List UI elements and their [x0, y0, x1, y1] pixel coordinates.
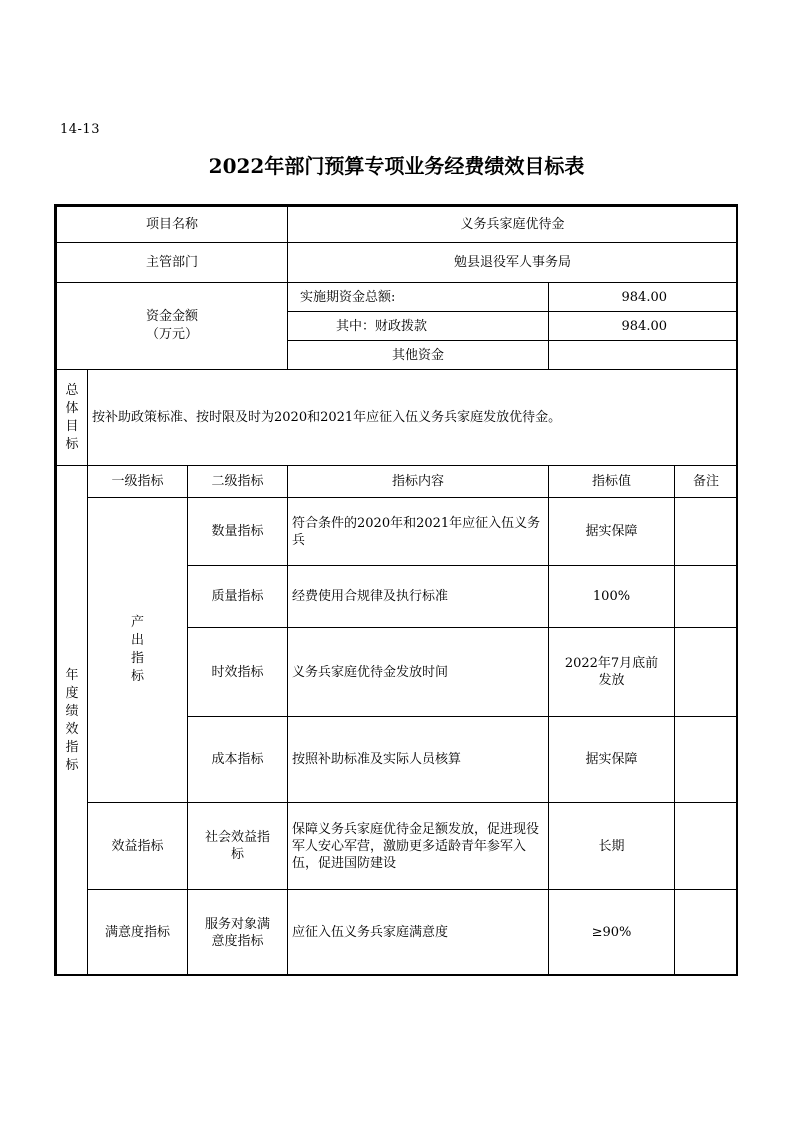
overall-goal-char: 标 — [65, 436, 79, 452]
header-note: 备注 — [674, 465, 738, 498]
satisfaction-value: ≥90% — [548, 889, 675, 976]
benefit-level1: 效益指标 — [87, 802, 188, 890]
output-row-note — [674, 565, 738, 628]
annual-label-char: 指 — [65, 739, 79, 755]
annual-label-char: 度 — [65, 685, 79, 701]
output-label-char: 出 — [130, 633, 144, 648]
annual-indicators-label — [56, 465, 88, 976]
benefit-level2: 社会效益指标 — [187, 802, 288, 890]
overall-goal-char: 体 — [65, 400, 79, 416]
funds-other-label: 其他资金 — [287, 340, 549, 370]
output-row-note — [674, 497, 738, 566]
overall-goal-char: 总 — [65, 382, 79, 398]
output-row-value: 据实保障 — [548, 497, 675, 566]
department-value: 勉县退役军人事务局 — [287, 242, 738, 283]
satisfaction-level2: 服务对象满意度指标 — [187, 889, 288, 976]
funds-label-line2: （万元） — [145, 327, 198, 342]
header-level2: 二级指标 — [187, 465, 288, 498]
page-id: 14-13 — [60, 122, 100, 137]
funds-total-value: 984.00 — [548, 282, 738, 312]
output-row-level2: 成本指标 — [187, 716, 288, 803]
output-row-value: 2022年7月底前发放 — [548, 627, 675, 717]
output-row-content: 按照补助标准及实际人员核算 — [287, 716, 549, 803]
satisfaction-content: 应征入伍义务兵家庭满意度 — [287, 889, 549, 976]
header-level1: 一级指标 — [87, 465, 188, 498]
overall-goal-label — [56, 369, 88, 466]
annual-label-char: 效 — [65, 721, 79, 737]
performance-target-form — [54, 204, 738, 976]
header-content: 指标内容 — [287, 465, 549, 498]
funds-label — [56, 282, 288, 370]
funds-fiscal-label: 其中：财政拨款 — [287, 311, 549, 341]
overall-goal-text: 按补助政策标准、按时限及时为2020和2021年应征入伍义务兵家庭发放优待金。 — [87, 369, 738, 466]
page-title: 2022年部门预算专项业务经费绩效目标表 — [208, 154, 585, 178]
output-row-content: 经费使用合规律及执行标准 — [287, 565, 549, 628]
output-label-char: 指 — [130, 651, 144, 666]
satisfaction-note — [674, 889, 738, 976]
funds-total-label: 实施期资金总额: — [287, 282, 549, 312]
annual-label-char: 年 — [65, 667, 79, 683]
header-value: 指标值 — [548, 465, 675, 498]
benefit-content: 保障义务兵家庭优待金足额发放，促进现役军人安心军营，激励更多适龄青年参军入伍，促进国防建设 — [287, 802, 549, 890]
benefit-note — [674, 802, 738, 890]
department-label: 主管部门 — [56, 242, 288, 283]
project-name-label: 项目名称 — [56, 206, 288, 243]
output-row-level2: 数量指标 — [187, 497, 288, 566]
output-row-value: 100% — [548, 565, 675, 628]
output-row-value: 据实保障 — [548, 716, 675, 803]
satisfaction-level1: 满意度指标 — [87, 889, 188, 976]
benefit-value: 长期 — [548, 802, 675, 890]
output-row-note — [674, 716, 738, 803]
output-indicators-label — [87, 497, 188, 803]
output-row-content: 义务兵家庭优待金发放时间 — [287, 627, 549, 717]
output-row-note — [674, 627, 738, 717]
annual-label-char: 标 — [65, 757, 79, 773]
output-label-char: 产 — [130, 615, 144, 630]
overall-goal-char: 目 — [65, 418, 79, 434]
output-row-content: 符合条件的2020年和2021年应征入伍义务兵 — [287, 497, 549, 566]
annual-label-char: 绩 — [65, 703, 79, 719]
project-name-value: 义务兵家庭优待金 — [287, 206, 738, 243]
output-row-level2: 时效指标 — [187, 627, 288, 717]
funds-label-line1: 资金金额 — [145, 309, 198, 324]
funds-fiscal-value: 984.00 — [548, 311, 738, 341]
funds-other-value — [548, 340, 738, 370]
output-label-char: 标 — [130, 669, 144, 684]
output-row-level2: 质量指标 — [187, 565, 288, 628]
